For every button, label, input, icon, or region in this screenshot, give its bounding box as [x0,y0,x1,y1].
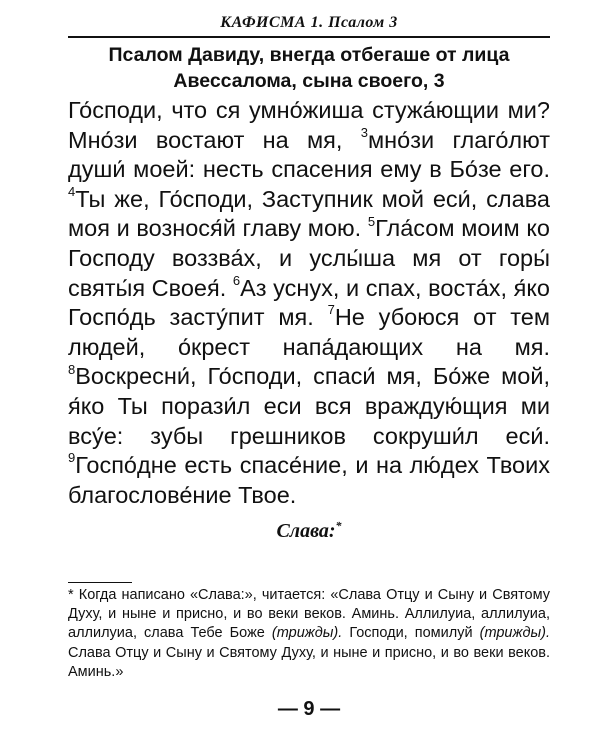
verse-2: Го́споди, что ся умно́жиша стужа́ющии ми? Мно́зи востают на мя, [68,97,550,153]
footnote-reference: * [335,518,342,533]
psalm-text [68,96,550,510]
verse-number: 9 [68,450,76,466]
verse-number: 4 [68,183,76,199]
verse-3: мно́зи глаго́лют души́ моей: несть спасения ему в Бо́зе его. [68,126,550,183]
page-number: — 9 — [277,698,341,720]
running-header: КАФИСМА 1. Псалом 3 [220,14,398,31]
verse-5: Гла́сом моим ко Господу воззва́х, и услы́ша мя от горы́ святы́я Своея́. [68,215,550,301]
footnote-text-3: Слава Отцу и Сыну и Святому Духу, и ныне и присно, и во веки веков. Аминь.» [68,644,550,680]
psalm-title-line-2: Авессалома, сына своего, 3 [173,70,445,92]
verse-number: 5 [367,213,376,229]
verse-9: Госпо́дне есть спасе́ние, и на лю́дех Твоих благослове́ние Твое. [68,452,550,508]
verse-number: 8 [68,361,76,377]
verse-number: 6 [232,272,241,288]
footnote-text-2: Господи, помилуй [349,625,473,642]
verse-number: 7 [327,302,335,318]
footnote-trice-2: (трижды). [479,625,550,642]
verse-7: Не убоюся от тем людей, о́крест напа́дающих на мя. [68,304,551,360]
footnote-rule [68,582,132,583]
footnote [68,586,550,682]
verse-6: Аз уснух, и спах, воста́х, я́ко Госпо́дь засту́пит мя. [68,274,550,331]
verse-8: Воскресни́, Го́споди, спаси́ мя, Бо́же мой, я́ко Ты порази́л еси вся враждую́щия ми всу́е: зубы грешников сокруши́л еси́. [68,363,550,449]
footnote-mark: * [68,587,74,603]
psalm-title [68,42,550,94]
psalm-title-line-1: Псалом Давиду, внегда отбегаше от лица [108,44,510,66]
verse-number: 3 [360,124,369,140]
header-rule [68,36,550,38]
verse-4: Ты же, Го́споди, Заступник мой еси́, слава моя и вознося́й главу мою. [68,185,550,242]
glory-label: Слава: [276,520,336,542]
footnote-text-1: Когда написано «Слава:», читается: «Слава Отцу и Сыну и Святому Духу, и ныне и присно, и во веки веков. Аминь. Аллилуиа, аллилуиа, аллилуиа, слава Тебе Боже [68,587,551,642]
footnote-trice-1: (трижды). [271,625,343,642]
glory-heading [68,520,550,543]
